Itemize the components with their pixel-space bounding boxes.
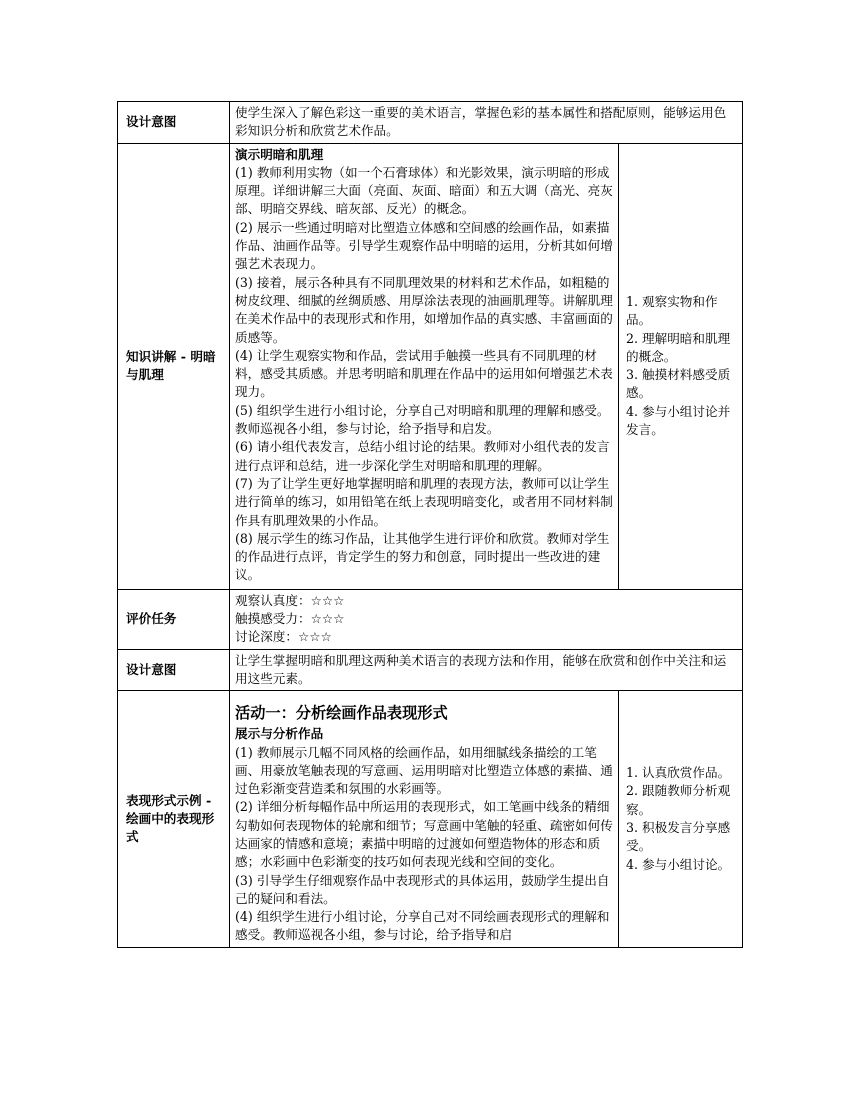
section-heading: 展示与分析作品 [235,726,324,742]
row-activity [118,691,743,948]
design-intent-text: 使学生深入了解色彩这一重要的美术语言，掌握色彩的基本属性和搭配原则，能够运用色彩知识分析和欣赏艺术作品。 [230,102,743,144]
lesson-plan-table [117,101,743,948]
step-paragraph: (6) 请小组代表发言，总结小组讨论的结果。教师对小组代表的发言进行点评和总结，进一步深化学生对明暗和肌理的理解。 [235,439,610,473]
student-activities [619,143,743,589]
step-paragraph: (2) 详细分析每幅作品中所运用的表现形式，如工笔画中线条的精细勾勒如何表现物体的轮廓和细节；写意画中笔触的轻重、疏密如何传达画家的情感和意境；素描中明暗的过渡如何塑造物体的形态和质感；水彩画中色彩渐变的技巧如何表现光线和空间的变化。 [235,799,613,870]
row-design-intent-1 [118,102,743,144]
activity-content [230,691,619,948]
activity-item: 1. 认真欣赏作品。 [626,765,731,781]
activity-item: 1. 观察实物和作品。 [626,293,718,328]
design-intent-text: 让学生掌握明暗和肌理这两种美术语言的表现方法和作用，能够在欣赏和创作中关注和运用这些元素。 [230,649,743,691]
activity-item: 2. 跟随教师分析观察。 [626,783,731,817]
evaluation-content [230,589,743,649]
step-paragraph: (5) 组织学生进行小组讨论，分享自己对明暗和肌理的理解和感受。教师巡视各小组，参与讨论，给予指导和启发。 [235,402,610,437]
step-paragraph: (1) 教师利用实物（如一个石膏球体）和光影效果，演示明暗的形成原理。详细讲解三大面（亮面、灰面、暗面）和五大调（高光、亮灰部、明暗交界线、暗灰部、反光）的概念。 [235,164,613,217]
row-label: 评价任务 [118,589,230,649]
evaluation-item [235,628,737,646]
evaluation-name: 触摸感受力： [235,611,311,627]
step-paragraph: (4) 让学生观察实物和作品，尝试用手触摸一些具有不同肌理的材料，感受其质感。并思考明暗和肌理在作品中的运用如何增强艺术表现力。 [235,347,613,400]
evaluation-item [235,610,737,628]
section-heading: 演示明暗和肌理 [235,146,324,162]
row-label: 表现形式示例 - 绘画中的表现形式 [118,691,230,948]
step-paragraph: (7) 为了让学生更好地掌握明暗和肌理的表现方法，教师可以让学生进行简单的练习，如用铅笔在纸上表现明暗变化，或者用不同材料制作具有肌理效果的小作品。 [235,475,613,528]
row-label: 知识讲解 - 明暗与肌理 [118,143,230,589]
step-paragraph: (3) 引导学生仔细观察作品中表现形式的具体运用，鼓励学生提出自己的疑问和看法。 [235,872,610,906]
step-paragraph: (3) 接着，展示各种具有不同肌理效果的材料和艺术作品，如粗糙的树皮纹理、细腻的丝绸质感、用厚涂法表现的油画肌理等。讲解肌理在美术作品中的表现形式和作用，如增加作品的真实感、丰富画面的质感等。 [235,274,613,345]
activity-item: 2. 理解明暗和肌理的概念。 [626,330,731,364]
evaluation-name: 讨论深度： [235,629,298,645]
row-design-intent-2 [118,649,743,691]
step-paragraph: (8) 展示学生的练习作品，让其他学生进行评价和欣赏。教师对学生的作品进行点评，肯定学生的努力和创意，同时提出一些改进的建议。 [235,530,610,583]
row-knowledge [118,143,743,589]
activity-item: 3. 触摸材料感受质感。 [626,367,731,401]
star-rating: ☆☆☆ [310,611,345,627]
row-evaluation [118,589,743,649]
activity-title: 活动一：分析绘画作品表现形式 [235,704,448,723]
row-label: 设计意图 [118,649,230,691]
star-rating: ☆☆☆ [310,592,345,608]
evaluation-item [235,592,737,610]
activity-item: 3. 积极发言分享感受。 [626,819,731,854]
step-paragraph: (1) 教师展示几幅不同风格的绘画作品，如用细腻线条描绘的工笔画、用豪放笔触表现的写意画、运用明暗对比塑造立体感的素描、通过色彩渐变营造柔和氛围的水彩画等。 [235,744,613,797]
star-rating: ☆☆☆ [297,629,332,645]
row-label: 设计意图 [118,102,230,144]
student-activities [619,691,743,948]
knowledge-content [230,143,619,589]
step-paragraph: (4) 组织学生进行小组讨论，分享自己对不同绘画表现形式的理解和感受。教师巡视各小组，参与讨论，给予指导和启 [235,909,610,943]
activity-item: 4. 参与小组讨论。 [626,856,731,872]
evaluation-name: 观察认真度： [235,592,311,608]
step-paragraph: (2) 展示一些通过明暗对比塑造立体感和空间感的绘画作品，如素描作品、油画作品等。引导学生观察作品中明暗的运用，分析其如何增强艺术表现力。 [235,219,613,272]
activity-item: 4. 参与小组讨论并发言。 [626,403,731,438]
